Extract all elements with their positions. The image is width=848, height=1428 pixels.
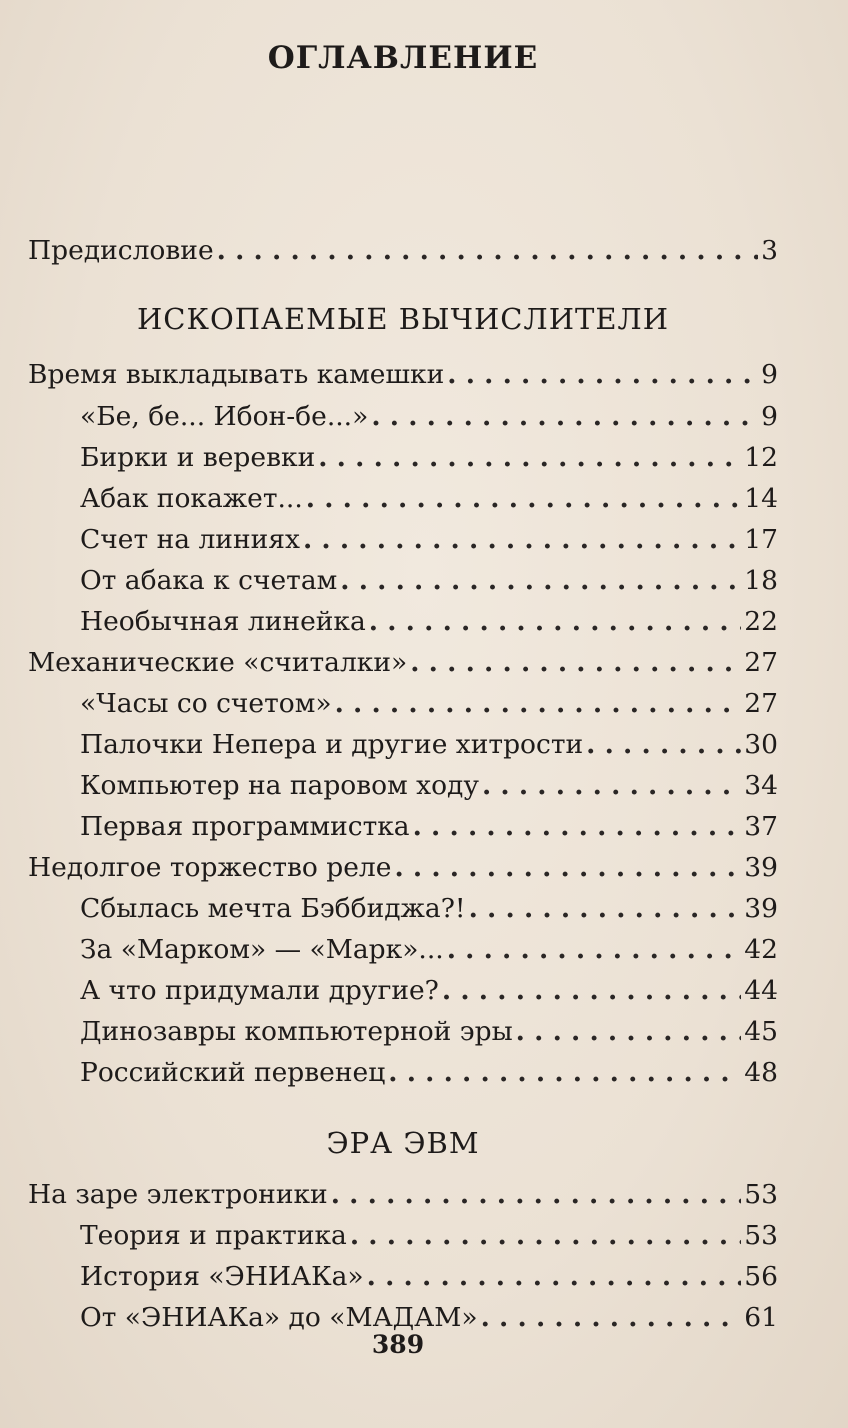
toc-entry-title: «Часы со счетом» [80, 688, 332, 719]
toc-entry-title: Палочки Непера и другие хитрости [80, 729, 584, 760]
toc-entry-title: А что придумали другие? [80, 975, 439, 1006]
leader-dots [367, 1256, 742, 1298]
toc-entry-page: 61 [744, 1302, 778, 1333]
toc-entry [80, 888, 778, 930]
toc-entry-page: 14 [744, 483, 778, 514]
toc-entry-page: 45 [744, 1016, 778, 1047]
toc-entry [80, 765, 778, 807]
toc-entry [80, 1256, 778, 1298]
toc-entry-page: 18 [744, 565, 778, 596]
toc-entry-title: Счет на линиях [80, 524, 300, 555]
toc-entry-page: 39 [744, 893, 778, 924]
toc-entry-page: 53 [744, 1220, 778, 1251]
toc-entry [28, 1174, 778, 1216]
leader-dots [331, 1174, 742, 1216]
leader-dots [217, 230, 758, 272]
section-heading: ИСКОПАЕМЫЕ ВЫЧИСЛИТЕЛИ [137, 302, 669, 336]
toc-entry [80, 396, 778, 438]
toc-entry-title: От «ЭНИАКа» до «МАДАМ» [80, 1302, 478, 1333]
toc-entry-title: Российский первенец [80, 1057, 386, 1088]
leader-dots [335, 683, 742, 725]
toc-entry-title: История «ЭНИАКа» [80, 1261, 364, 1292]
toc-entry [80, 1215, 778, 1257]
toc-entry [80, 437, 778, 479]
leader-dots [447, 929, 742, 971]
toc-entry-title: Компьютер на паровом ходу [80, 770, 479, 801]
toc-entry-page: 27 [744, 688, 778, 719]
toc-entry-title: За «Марком» — «Марк»... [80, 934, 444, 965]
leader-dots [318, 437, 741, 479]
leader-dots [482, 765, 741, 807]
leader-dots [586, 724, 741, 766]
leader-dots [306, 478, 741, 520]
toc-entry [80, 560, 778, 602]
toc-entry-title: Первая программистка [80, 811, 410, 842]
toc-entry-title: Динозавры компьютерной эры [80, 1016, 513, 1047]
toc-entry-title: Механические «считалки» [28, 647, 408, 678]
toc-entry-page: 22 [744, 606, 778, 637]
leader-dots [469, 888, 742, 930]
toc-entry-page: 56 [744, 1261, 778, 1292]
toc-entry [80, 806, 778, 848]
toc-entry-title: Бирки и веревки [80, 442, 316, 473]
toc-entry-title: На заре электроники [28, 1179, 328, 1210]
toc-entry-page: 3 [761, 235, 778, 266]
page-title: ОГЛАВЛЕНИЕ [267, 40, 539, 76]
toc-entry-page: 37 [744, 811, 778, 842]
toc-entry-title: Недолгое торжество реле [28, 852, 392, 883]
toc-entry-page: 53 [744, 1179, 778, 1210]
toc-entry-title: От абака к счетам [80, 565, 338, 596]
toc-entry [80, 478, 778, 520]
toc-entry [80, 1011, 778, 1053]
toc-entry-title: Время выкладывать камешки [28, 359, 445, 390]
toc-entry-preface [28, 230, 778, 272]
toc-entry-page: 12 [744, 442, 778, 473]
leader-dots [371, 396, 758, 438]
toc-entry-page: 27 [744, 647, 778, 678]
toc-entry-title: «Бе, бе... Ибон-бе...» [80, 401, 369, 432]
toc-entry [80, 970, 778, 1012]
leader-dots [388, 1052, 741, 1094]
page-number: 389 [371, 1330, 425, 1359]
toc-entry-page: 48 [744, 1057, 778, 1088]
toc-entry [80, 519, 778, 561]
toc-entry [28, 354, 778, 396]
toc-entry-title: Сбылась мечта Бэббиджа?! [80, 893, 466, 924]
toc-entry-page: 44 [744, 975, 778, 1006]
toc-entry [80, 929, 778, 971]
leader-dots [447, 354, 758, 396]
leader-dots [410, 642, 741, 684]
section-heading: ЭРА ЭВМ [326, 1126, 480, 1160]
leader-dots [442, 970, 741, 1012]
toc-entry [28, 642, 778, 684]
leader-dots [516, 1011, 742, 1053]
toc-entry-page: 9 [761, 401, 778, 432]
toc-entry [28, 847, 778, 889]
toc-entry [80, 601, 778, 643]
leader-dots [369, 601, 741, 643]
leader-dots [413, 806, 742, 848]
toc-entry-title: Абак покажет... [80, 483, 303, 514]
toc-entry [80, 683, 778, 725]
toc-entry-page: 17 [744, 524, 778, 555]
toc-entry [80, 1052, 778, 1094]
toc-entry-page: 34 [744, 770, 778, 801]
leader-dots [394, 847, 741, 889]
toc-entry-title: Теория и практика [80, 1220, 347, 1251]
toc-entry-page: 39 [744, 852, 778, 883]
leader-dots [303, 519, 741, 561]
toc-entry-page: 42 [744, 934, 778, 965]
toc-entry [80, 724, 778, 766]
toc-entry-title: Необычная линейка [80, 606, 366, 637]
leader-dots [350, 1215, 741, 1257]
toc-entry-title: Предисловие [28, 235, 214, 266]
leader-dots [340, 560, 741, 602]
toc-entry-page: 9 [761, 359, 778, 390]
toc-entry-page: 30 [744, 729, 778, 760]
